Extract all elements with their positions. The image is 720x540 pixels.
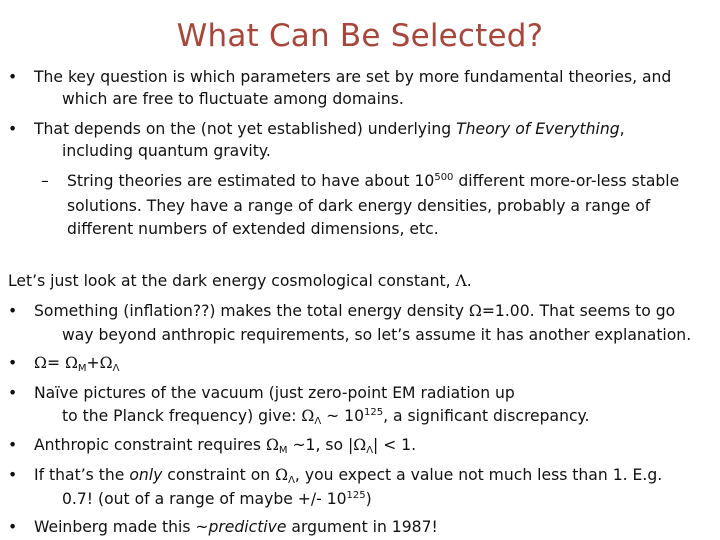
bullet-4-line-1: $\Omega= \Omega_M+\Omega_\Lambda$ [34,354,120,374]
omega-lambda-symbol: Ω [301,407,315,425]
omega-lambda-symbol: Ω [353,436,367,454]
omega-m-symbol: Ω [64,354,78,372]
bullet-1-line-2: which are free to fluctuate among domains. [62,90,404,108]
sub-bullet-line-2: solutions. They have a range of dark energy densities, probably a range of [67,197,651,215]
bullet-5-line-1: Naïve pictures of the vacuum (just zero-point EM radiation up [34,384,515,402]
bullet-2-line-2: including quantum gravity. [62,142,271,160]
bullet-marker: • [8,120,18,138]
bullet-marker: • [8,68,18,86]
bullet-marker: • [8,466,18,484]
slide-title: What Can Be Selected? [176,18,544,54]
omega-symbol: Ω [34,354,47,372]
bullet-marker: • [8,354,18,372]
bullet-7-line-1: If that’s the only constraint on $\Omega_\Lambda$, you expect a value not much less than 1. E.g. [34,466,663,486]
bullet-2-line-1: That depends on the (not yet established) underlying Theory of Everything, [34,120,625,138]
sub-bullet-line-1: String theories are estimated to have about $10^{500}$ different more-or-less stable [67,172,680,190]
bullet-marker: • [8,302,18,320]
bullet-3-line-1: Something (inflation??) makes the total energy density Ω=1.00. That seems to go [34,302,676,320]
bullet-3-line-2: way beyond anthropic requirements, so let’s assume it has another explanation. [62,326,692,344]
intro-line: Let’s just look at the dark energy cosmological constant, Λ. [8,272,472,290]
bullet-6-line-1: Anthropic constraint requires $\Omega_M$ ~1, so $|\Omega_\Lambda| < 1$. [34,436,417,456]
bullet-7-line-2: 0.7! (out of a range of maybe +/- $10^{125}$) [62,490,372,508]
bullet-marker: • [8,518,18,536]
omega-lambda-symbol: Ω [275,466,289,484]
lambda-symbol: Λ [455,272,467,290]
sub-bullet-marker: – [41,172,49,190]
omega-m-symbol: Ω [265,436,279,454]
omega-symbol: Ω [468,302,482,320]
bullet-8-line-1: Weinberg made this ~predictive argument in 1987! [34,518,438,536]
sub-bullet-line-3: different numbers of extended dimensions, etc. [67,220,439,238]
omega-lambda-symbol: Ω [99,354,113,372]
bullet-5-line-2: to the Planck frequency) give: $\Omega_\Lambda$ ~ $10^{125}$, a significant discrepancy. [62,407,590,427]
bullet-1-line-1: The key question is which parameters are set by more fundamental theories, and [34,68,672,86]
bullet-marker: • [8,384,18,402]
bullet-marker: • [8,436,18,454]
